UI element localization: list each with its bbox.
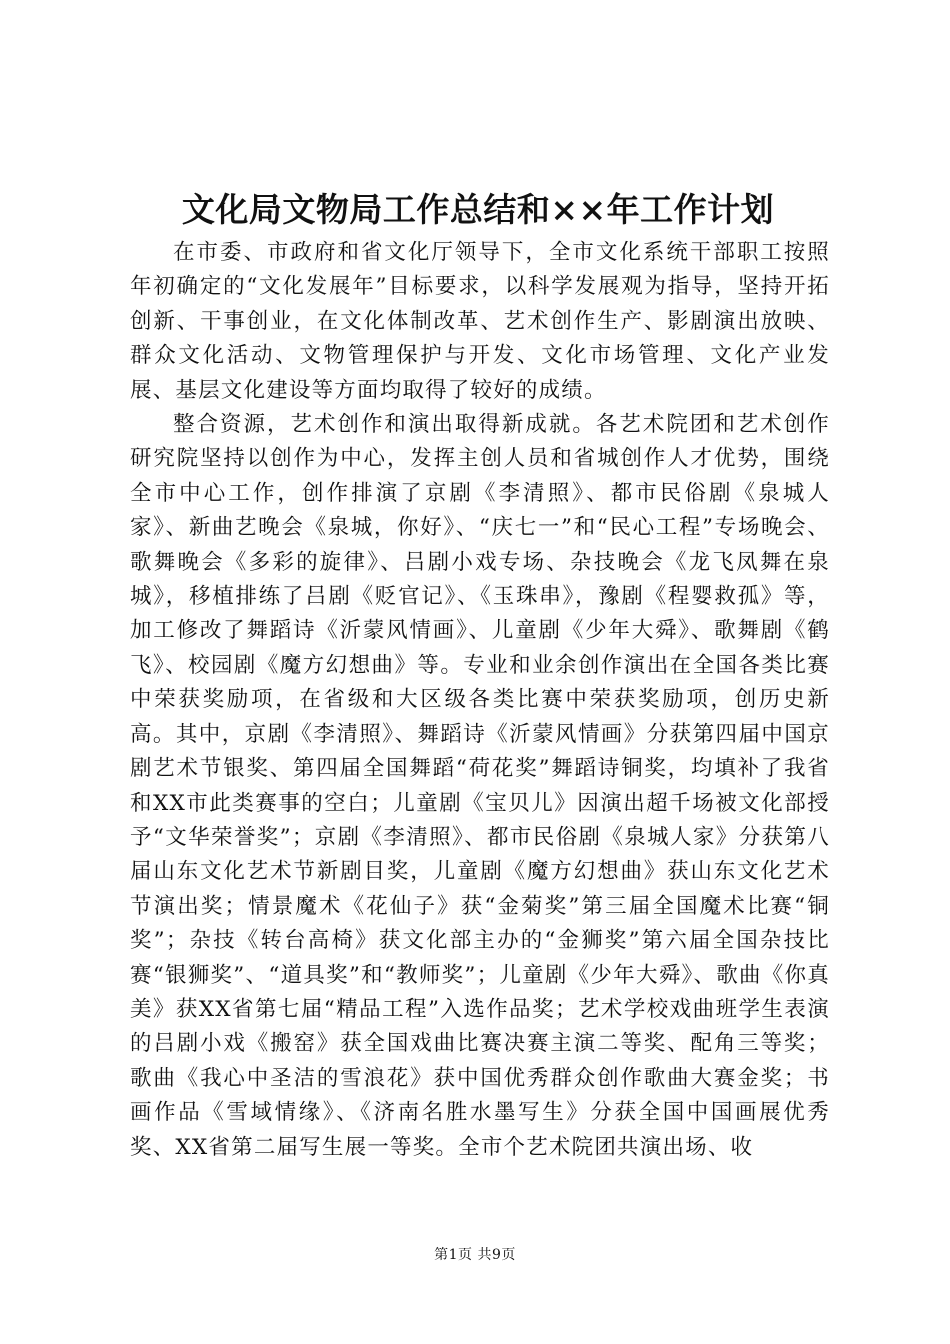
body-paragraph: 在市委、市政府和省文化厅领导下，全市文化系统干部职工按照年初确定的“文化发展年”目标要求，以科学发展观为指导，坚持开拓创新、干事创业，在文化体制改革、艺术创作生产、影剧演出放映、群众文化活动、文物管理保护与开发、文化市场管理、文化产业发展、基层文化建设等方面均取得了较好的成绩。 [130, 240, 830, 403]
document-body [130, 236, 830, 1165]
body-paragraph: 整合资源，艺术创作和演出取得新成就。各艺术院团和艺术创作研究院坚持以创作为中心，发挥主创人员和省城创作人才优势，围绕全市中心工作，创作排演了京剧《李清照》、都市民俗剧《泉城人家》、新曲艺晚会《泉城，你好》、“庆七一”和“民心工程”专场晚会、歌舞晚会《多彩的旋律》、吕剧小戏专场、杂技晚会《龙飞凤舞在泉城》，移植排练了吕剧《贬官记》、《玉珠串》，豫剧《程婴救孤》等，加工修改了舞蹈诗《沂蒙风情画》、儿童剧《少年大舜》、歌舞剧《鹤飞》、校园剧《魔方幻想曲》等。专业和业余创作演出在全国各类比赛中荣获奖励项，在省级和大区级各类比赛中荣获奖励项，创历史新高。其中，京剧《李清照》、舞蹈诗《沂蒙风情画》分获第四届中国京剧艺术节银奖、第四届全国舞蹈“荷花奖”舞蹈诗铜奖，均填补了我省和XX市此类赛事的空白；儿童剧《宝贝儿》因演出超千场被文化部授予“文华荣誉奖”；京剧《李清照》、都市民俗剧《泉城人家》分获第八届山东文化艺术节新剧目奖，儿童剧《魔方幻想曲》获山东文化艺术节演出奖；情景魔术《花仙子》获“金菊奖”第三届全国魔术比赛“铜奖”；杂技《转台高椅》获文化部主办的“金狮奖”第六届全国杂技比赛“银狮奖”、“道具奖”和“教师奖”；儿童剧《少年大舜》、歌曲《你真美》获XX省第七届“精品工程”入选作品奖；艺术学校戏曲班学生表演的吕剧小戏《搬窑》获全国戏曲比赛决赛主演二等奖、配角三等奖；歌曲《我心中圣洁的雪浪花》获中国优秀群众创作歌曲大赛金奖；书画作品《雪域情缘》、《济南名胜水墨写生》分获全国中国画展优秀奖、XX省第二届写生展一等奖。全市个艺术院团共演出场、收 [130, 412, 830, 1160]
page-number-footer: 第1页 共9页 [434, 1247, 516, 1263]
document-title: 文化局文物局工作总结和××年工作计划 [181, 190, 775, 229]
